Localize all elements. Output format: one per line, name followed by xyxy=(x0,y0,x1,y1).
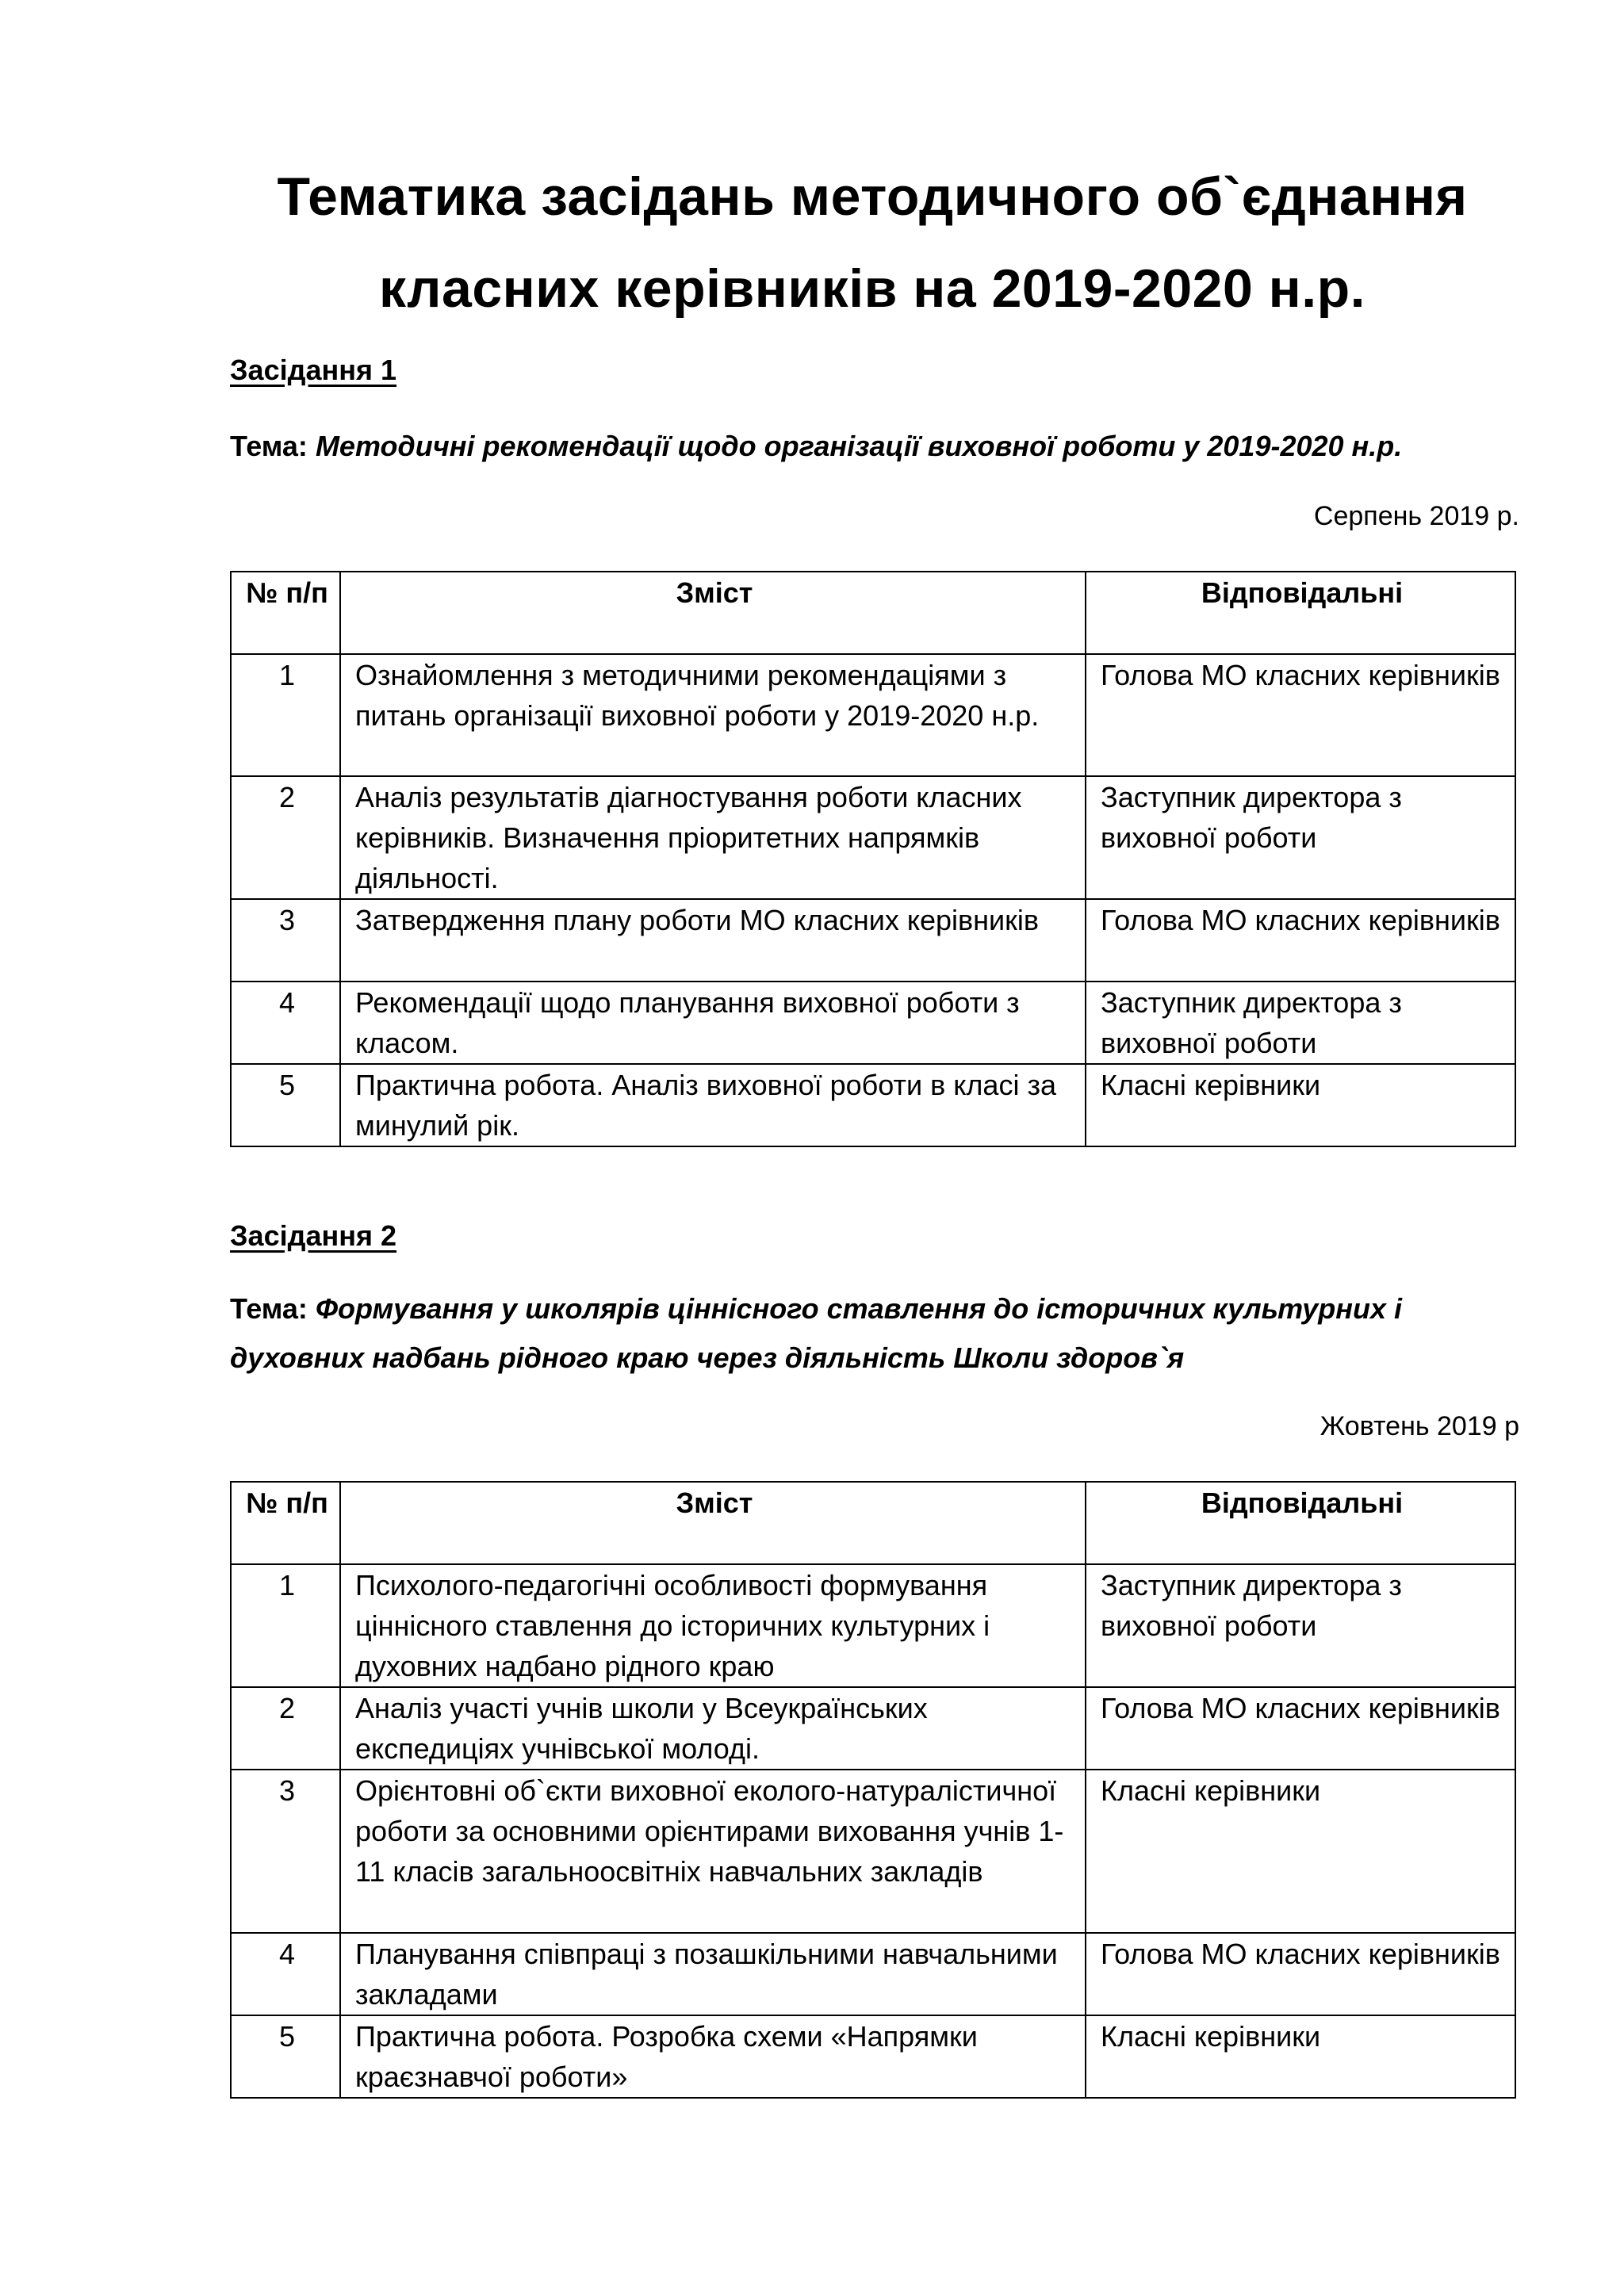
meeting-1-date: Серпень 2019 р. xyxy=(1313,501,1519,531)
row-responsible: Класні керівники xyxy=(1086,1770,1515,1933)
row-responsible: Голова МО класних керівників xyxy=(1086,1687,1515,1770)
column-header-content: Зміст xyxy=(340,1482,1086,1564)
table-row xyxy=(231,899,1515,982)
page-title-line-1: Тематика засідань методичного об`єднання xyxy=(277,166,1468,227)
meeting-1-topic xyxy=(230,422,1515,471)
table-header-row xyxy=(231,572,1515,654)
column-header-responsible: Відповідальні xyxy=(1086,572,1515,654)
table-row xyxy=(231,1933,1515,2015)
row-number: 3 xyxy=(231,1770,340,1933)
meeting-2-topic-label: Тема: xyxy=(230,1292,308,1325)
row-responsible: Голова МО класних керівників xyxy=(1086,899,1515,982)
row-content: Планування співпраці з позашкільними навчальними закладами xyxy=(340,1933,1086,2015)
table-row xyxy=(231,982,1515,1064)
row-responsible: Голова МО класних керівників xyxy=(1086,654,1515,776)
row-number: 4 xyxy=(231,982,340,1064)
meeting-1-topic-label: Тема: xyxy=(230,430,308,462)
meeting-2-date: Жовтень 2019 р xyxy=(1320,1411,1519,1441)
row-number: 2 xyxy=(231,1687,340,1770)
table-row xyxy=(231,2015,1515,2098)
row-number: 1 xyxy=(231,1564,340,1687)
meeting-1-topic-text: Методичні рекомендації щодо організації виховної роботи у 2019-2020 н.р. xyxy=(315,430,1403,462)
table-row xyxy=(231,1687,1515,1770)
meeting-1-table xyxy=(230,571,1516,1147)
table-header-row xyxy=(231,1482,1515,1564)
column-header-number: № п/п xyxy=(231,1482,340,1564)
row-content: Практична робота. Розробка схеми «Напрямки краєзнавчої роботи» xyxy=(340,2015,1086,2098)
row-content: Психолого-педагогічні особливості формування ціннісного ставлення до історичних культурних і духовних надбано рідного краю xyxy=(340,1564,1086,1687)
meeting-2-topic-text: Формування у школярів ціннісного ставлення до історичних культурних і духовних надбань рідного краю через діяльність Школи здоров`я xyxy=(230,1292,1403,1374)
row-responsible: Заступник директора з виховної роботи xyxy=(1086,1564,1515,1687)
row-number: 2 xyxy=(231,776,340,899)
meeting-1-heading: Засідання 1 xyxy=(230,354,396,386)
meeting-2-table xyxy=(230,1481,1516,2099)
row-responsible: Класні керівники xyxy=(1086,2015,1515,2098)
table-row xyxy=(231,654,1515,776)
table-row xyxy=(231,1564,1515,1687)
table-row xyxy=(231,1770,1515,1933)
column-header-responsible: Відповідальні xyxy=(1086,1482,1515,1564)
row-number: 5 xyxy=(231,2015,340,2098)
row-content: Аналіз участі учнів школи у Всеукраїнських експедиціях учнівської молоді. xyxy=(340,1687,1086,1770)
column-header-number: № п/п xyxy=(231,572,340,654)
meeting-2-heading: Засідання 2 xyxy=(230,1219,396,1252)
row-content: Орієнтовні об`єкти виховної еколого-натуралістичної роботи за основними орієнтирами виховання учнів 1-11 класів загальноосвітніх навчальних закладів xyxy=(340,1770,1086,1933)
row-responsible: Заступник директора з виховної роботи xyxy=(1086,982,1515,1064)
row-content: Рекомендації щодо планування виховної роботи з класом. xyxy=(340,982,1086,1064)
row-content: Ознайомлення з методичними рекомендаціями з питань організації виховної роботи у 2019-2020 н.р. xyxy=(340,654,1086,776)
table-row xyxy=(231,776,1515,899)
row-responsible: Класні керівники xyxy=(1086,1064,1515,1146)
page-title xyxy=(230,151,1515,335)
page-title-line-2: класних керівників на 2019-2020 н.р. xyxy=(378,258,1366,319)
row-responsible: Голова МО класних керівників xyxy=(1086,1933,1515,2015)
meeting-2-topic xyxy=(230,1284,1515,1383)
row-number: 4 xyxy=(231,1933,340,2015)
row-number: 1 xyxy=(231,654,340,776)
row-number: 3 xyxy=(231,899,340,982)
row-content: Практична робота. Аналіз виховної роботи в класі за минулий рік. xyxy=(340,1064,1086,1146)
row-content: Затвердження плану роботи МО класних керівників xyxy=(340,899,1086,982)
row-content: Аналіз результатів діагностування роботи класних керівників. Визначення пріоритетних напрямків діяльності. xyxy=(340,776,1086,899)
row-number: 5 xyxy=(231,1064,340,1146)
table-row xyxy=(231,1064,1515,1146)
row-responsible: Заступник директора з виховної роботи xyxy=(1086,776,1515,899)
column-header-content: Зміст xyxy=(340,572,1086,654)
